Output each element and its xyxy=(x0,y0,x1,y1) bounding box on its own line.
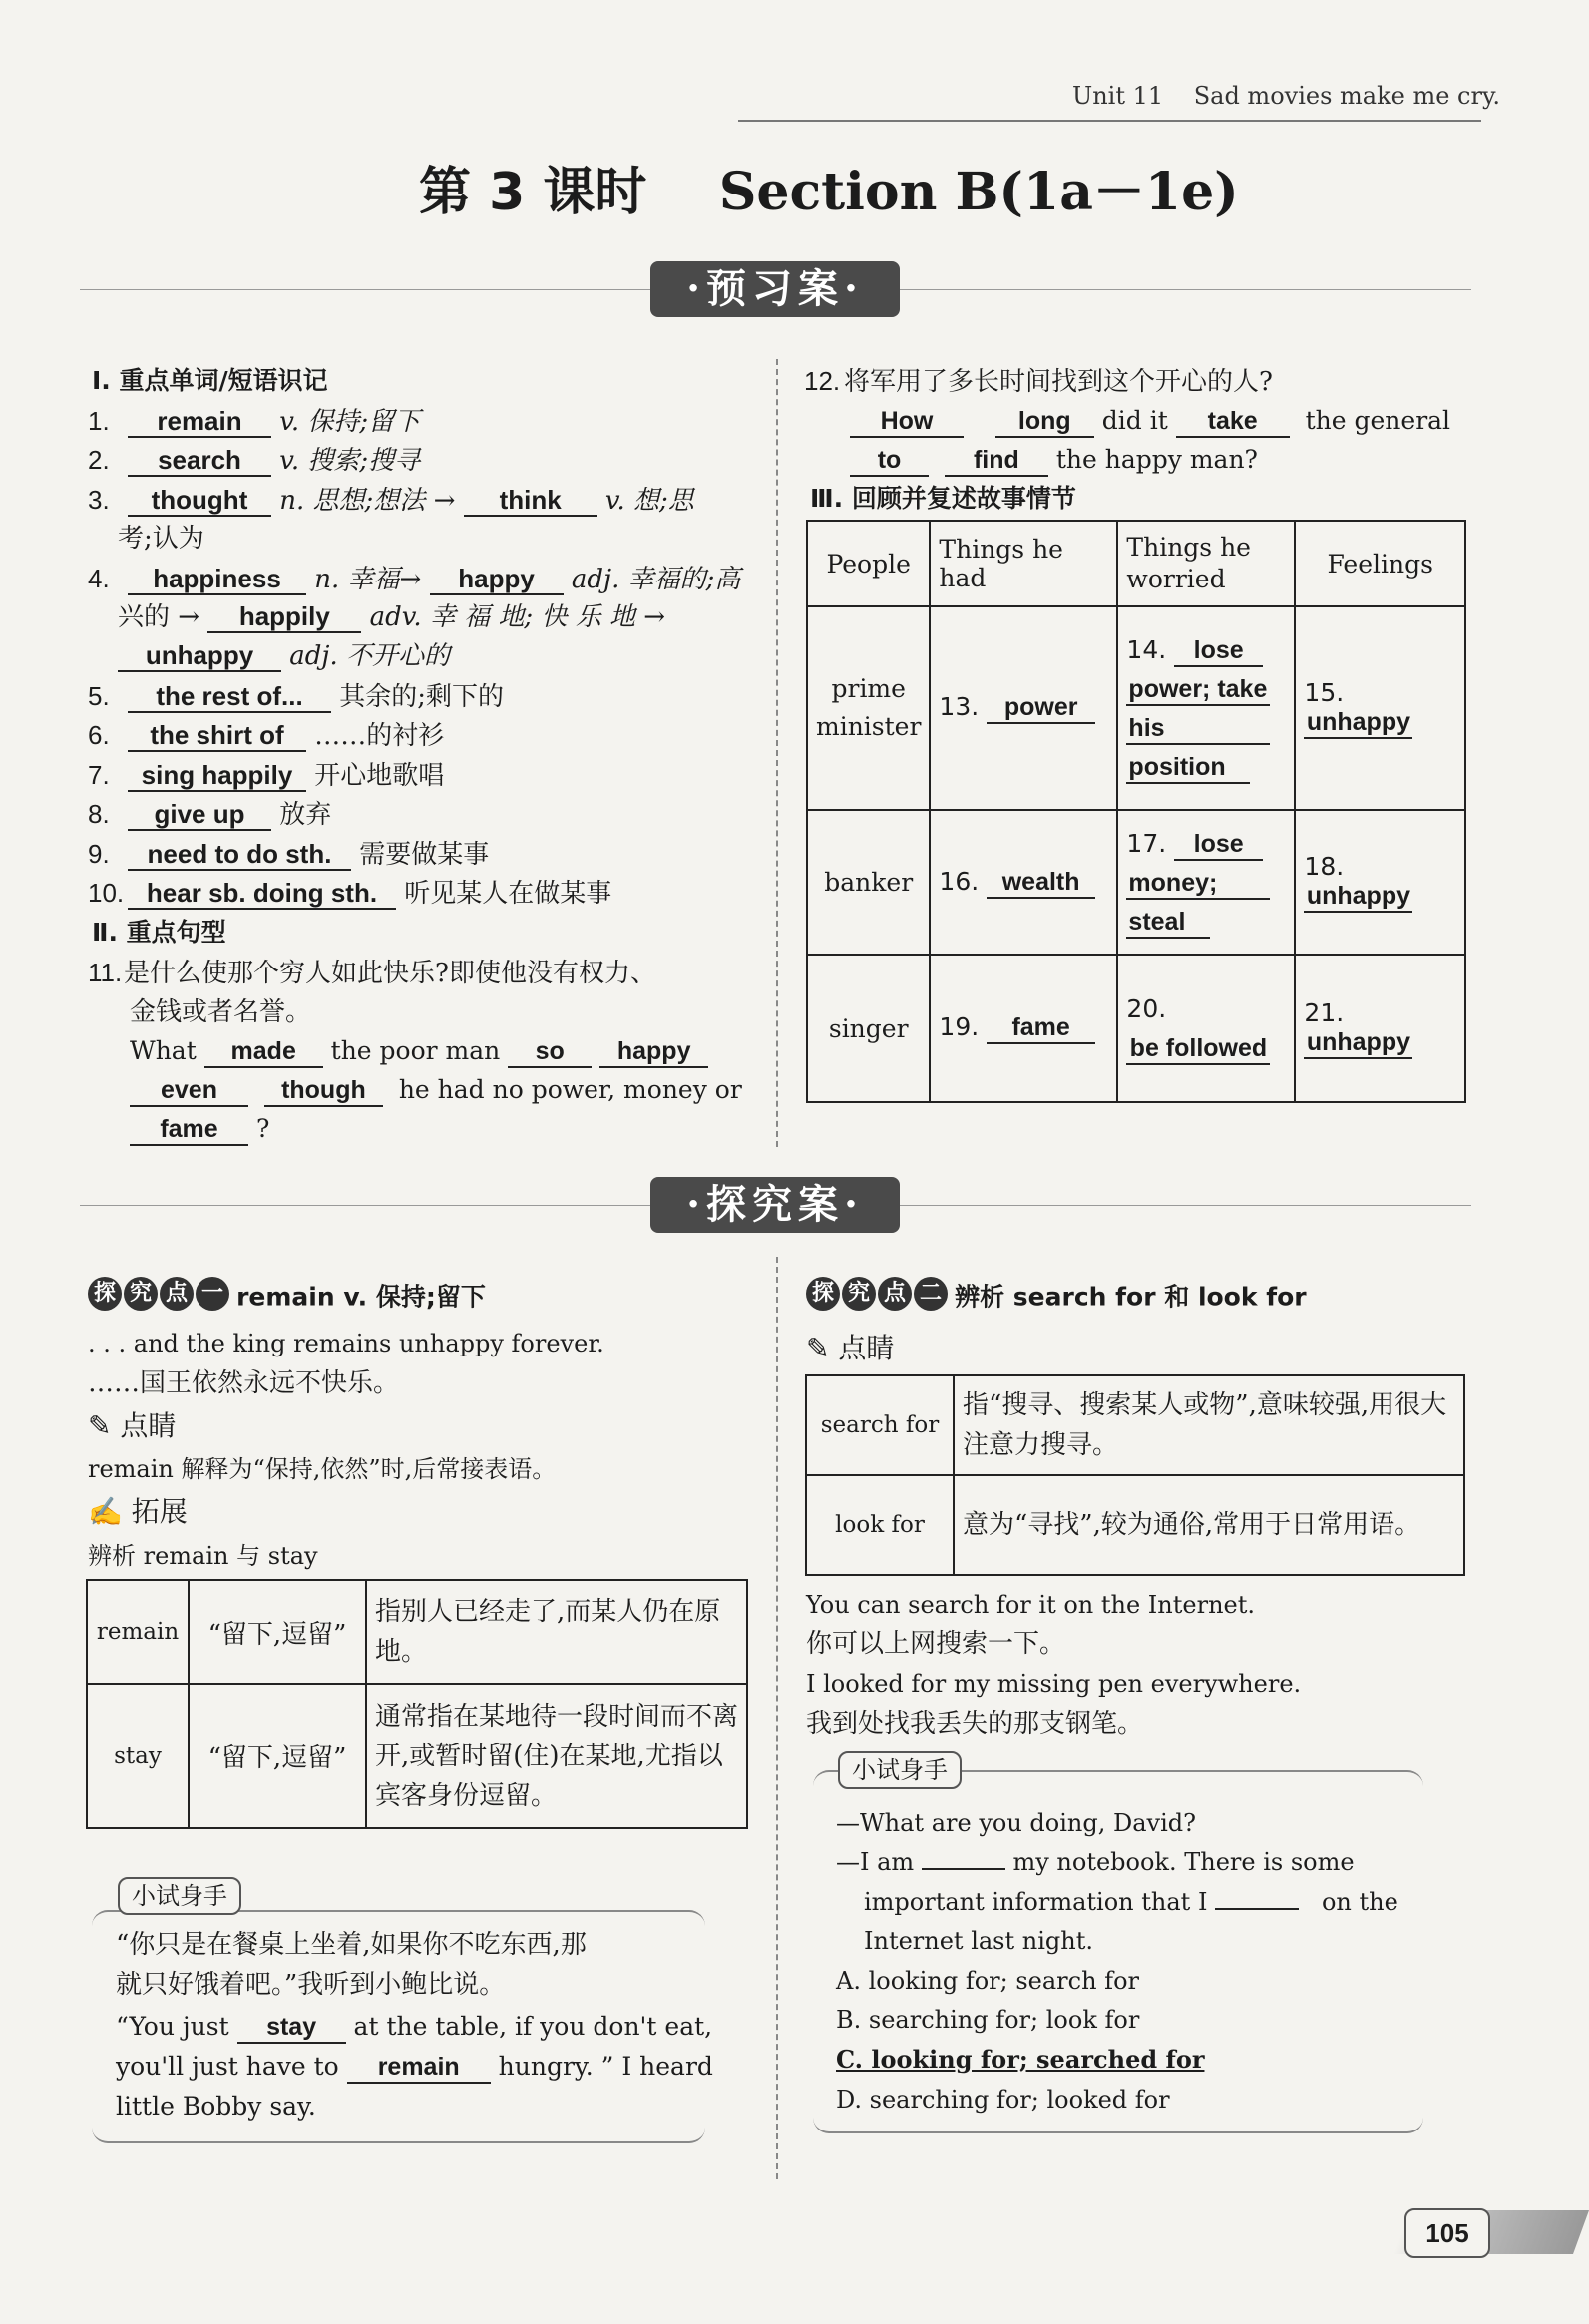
table-header: Things he worried xyxy=(1117,521,1295,606)
answer-blank: long xyxy=(995,406,1094,438)
answer-blank: How xyxy=(850,406,964,438)
answer-blank: to xyxy=(850,445,929,477)
unit-label: Unit 11 xyxy=(1072,82,1164,110)
example-en: I looked for my missing pen everywhere. xyxy=(806,1670,1302,1698)
vocab-item-4-cont: 兴的 → happily adv. 幸 福 地; 快 乐 地 → xyxy=(118,601,666,632)
table-header: People xyxy=(807,521,930,606)
answer-blank xyxy=(922,1868,1005,1870)
header-rule xyxy=(738,120,1481,122)
try-question-4: Internet last night. xyxy=(864,1927,1093,1955)
answer-blank: be followed xyxy=(1126,1033,1270,1065)
try-en-1: “You just stay at the table, if you don't eat, xyxy=(116,2007,712,2047)
preview-banner: ·预习案· xyxy=(650,261,900,317)
table-header: Things he had xyxy=(930,521,1117,606)
answer-blank: made xyxy=(204,1036,323,1068)
answer-blank: search xyxy=(128,445,271,477)
unit-title: Sad movies make me cry. xyxy=(1193,82,1500,110)
section-title: Section B(1a－1e) xyxy=(718,162,1239,222)
try-label: 小试身手 xyxy=(118,1877,241,1915)
table-row: singer 19. fame 20. be followed 21. unhappy xyxy=(807,955,1465,1102)
answer-blank: unhappy xyxy=(1304,1027,1412,1059)
lesson-title: 第 3 课时 xyxy=(419,163,647,222)
try-cn-2: 就只好饿着吧。”我听到小鲍比说。 xyxy=(116,1970,506,2000)
table-row: banker 16. wealth 17. lose money; steal 18. unhappy xyxy=(807,810,1465,955)
edit-icon: ✍ xyxy=(88,1495,123,1528)
q11-cn: 11.是什么使那个穷人如此快乐?即使他没有权力、 xyxy=(88,958,656,988)
try-en-3: little Bobby say. xyxy=(116,2092,316,2121)
option-a: A. looking for; search for xyxy=(836,1967,1139,1995)
answer-blank: power; take xyxy=(1126,674,1270,706)
column-separator xyxy=(776,359,778,1147)
vocab-item-3: 3. thought n. 思想;想法 → think v. 想;思 xyxy=(88,485,694,516)
q12-line1: How long did it take the general xyxy=(850,401,1450,441)
vocab-item-4: 4. happiness n. 幸福→ happy adj. 幸福的;高 xyxy=(88,564,741,594)
vocab-item-6: 6. the shirt of ……的衬衫 xyxy=(88,720,445,751)
q11-cn2: 金钱或者名誉。 xyxy=(130,997,312,1027)
vocab-item-8: 8. give up 放弃 xyxy=(88,799,332,830)
vocab-item-5: 5. the rest of... 其余的;剩下的 xyxy=(88,681,505,712)
answer-blank: the shirt of xyxy=(128,720,306,752)
try-label: 小试身手 xyxy=(838,1751,962,1789)
explore-banner: ·探究案· xyxy=(650,1177,900,1233)
explore-point-1: 探 究 点 一 remain v. 保持;留下 xyxy=(88,1277,486,1314)
answer-blank: sing happily xyxy=(128,760,306,792)
dianjing-heading: ✎ 点睛 xyxy=(88,1409,177,1442)
answer-blank: his xyxy=(1126,713,1270,745)
answer-blank: need to do sth. xyxy=(128,839,351,871)
answer-blank: lose xyxy=(1174,829,1263,861)
dianjing-heading-2: ✎ 点睛 xyxy=(806,1332,895,1364)
answer-blank: steal xyxy=(1126,907,1210,939)
tuozhan-heading: ✍ 拓展 xyxy=(88,1495,188,1528)
pen-icon: ✎ xyxy=(88,1409,112,1442)
table-row: remain “留下,逗留” 指别人已经走了,而某人仍在原地。 xyxy=(87,1580,747,1684)
remain-stay-table xyxy=(86,1579,748,1829)
table-header: Feelings xyxy=(1295,521,1465,606)
q11-line2: even though he had no power, money or xyxy=(130,1070,742,1110)
q11-line1: What made the poor man so happy xyxy=(130,1031,708,1071)
answer-blank: unhappy xyxy=(1304,881,1412,913)
dianjing-text: remain 解释为“保持,依然”时,后常接表语。 xyxy=(88,1455,557,1483)
example-cn: 我到处找我丢失的那支钢笔。 xyxy=(806,1709,1144,1739)
answer-blank: money; xyxy=(1126,868,1270,900)
try-cn-1: “你只是在餐桌上坐着,如果你不吃东西,那 xyxy=(116,1930,587,1960)
try-en-2: you'll just have to remain hungry. ” I heard xyxy=(116,2047,713,2087)
answer-blank: fame xyxy=(130,1114,248,1146)
vocab-item-3-cont: 考;认为 xyxy=(118,524,204,554)
vocab-item-7: 7. sing happily 开心地歌唱 xyxy=(88,760,445,791)
example-cn: ……国王依然永远不快乐。 xyxy=(88,1368,400,1398)
part1-title: Ⅰ. 重点单词/短语识记 xyxy=(92,366,328,395)
answer-blank: position xyxy=(1126,752,1250,784)
answer-blank: think xyxy=(464,485,597,517)
vocab-item-2: 2. search v. 搜索;搜寻 xyxy=(88,445,421,476)
search-look-table xyxy=(805,1374,1465,1576)
option-c-correct: C. looking for; searched for xyxy=(836,2045,1205,2074)
page-title xyxy=(419,150,1239,224)
table-header-row xyxy=(807,521,1465,606)
answer-blank: find xyxy=(945,445,1048,477)
vocab-item-10: 10. hear sb. doing sth. 听见某人在做某事 xyxy=(88,878,612,909)
vocab-item-9: 9. need to do sth. 需要做某事 xyxy=(88,839,490,870)
answer-blank: hear sb. doing sth. xyxy=(128,878,396,910)
q11-line3: fame ? xyxy=(130,1109,269,1149)
q12-cn: 12. 将军用了多长时间找到这个开心的人? xyxy=(804,366,1273,397)
answer-blank: happy xyxy=(430,564,564,595)
answer-blank: stay xyxy=(237,2012,346,2044)
answer-blank: even xyxy=(130,1075,248,1107)
part3-title: Ⅲ. 回顾并复述故事情节 xyxy=(810,484,1076,513)
example-cn: 你可以上网搜索一下。 xyxy=(806,1629,1066,1659)
page-number: 105 xyxy=(1404,2208,1490,2258)
answer-blank: take xyxy=(1176,406,1290,438)
part2-title: Ⅱ. 重点句型 xyxy=(92,918,226,947)
q12-line2: to find the happy man? xyxy=(850,440,1258,480)
answer-blank: the rest of... xyxy=(128,681,331,713)
vocab-item-4-cont2: unhappy adj. 不开心的 xyxy=(118,636,450,676)
answer-blank: unhappy xyxy=(1304,707,1412,739)
answer-blank: happiness xyxy=(128,564,306,595)
answer-blank: remain xyxy=(347,2052,491,2084)
try-question-2: —I am my notebook. There is some xyxy=(836,1848,1355,1876)
try-question-3: important information that I on the xyxy=(864,1888,1398,1916)
answer-blank: wealth xyxy=(987,867,1095,899)
example-en: You can search for it on the Internet. xyxy=(806,1591,1255,1619)
answer-blank: happy xyxy=(599,1036,708,1068)
answer-blank: unhappy xyxy=(118,640,281,672)
answer-blank: power xyxy=(987,692,1095,724)
option-b: B. searching for; look for xyxy=(836,2006,1140,2034)
pen-icon: ✎ xyxy=(806,1332,830,1364)
example-en: . . . and the king remains unhappy forever. xyxy=(88,1330,604,1357)
answer-blank: so xyxy=(508,1036,592,1068)
option-d: D. searching for; looked for xyxy=(836,2086,1170,2114)
answer-blank: though xyxy=(264,1075,383,1107)
table-row: look for 意为“寻找”,较为通俗,常用于日常用语。 xyxy=(806,1475,1464,1575)
column-separator xyxy=(776,1257,778,2179)
explore-point-2: 探 究 点 二 辨析 search for 和 look for xyxy=(806,1277,1307,1314)
story-table xyxy=(806,520,1466,1103)
answer-blank: fame xyxy=(987,1012,1095,1044)
answer-blank: thought xyxy=(128,485,271,517)
vocab-item-1: 1. remain v. 保持;留下 xyxy=(88,406,421,437)
answer-blank: happily xyxy=(207,601,361,633)
table-row: search for 指“搜寻、搜索某人或物”,意味较强,用很大注意力搜寻。 xyxy=(806,1375,1464,1475)
answer-blank xyxy=(1215,1908,1299,1910)
table-row: prime minister 13. power 14. lose power; take his position 15. unhappy xyxy=(807,606,1465,810)
answer-blank: remain xyxy=(128,406,271,438)
table-row: stay “留下,逗留” 通常指在某地待一段时间而不离开,或暂时留(住)在某地,尤指以宾客身份逗留。 xyxy=(87,1684,747,1828)
try-question-1: —What are you doing, David? xyxy=(836,1809,1196,1837)
tuozhan-text: 辨析 remain 与 stay xyxy=(88,1542,318,1570)
unit-header xyxy=(1072,82,1500,110)
answer-blank: lose xyxy=(1174,635,1263,667)
answer-blank: give up xyxy=(128,799,271,831)
